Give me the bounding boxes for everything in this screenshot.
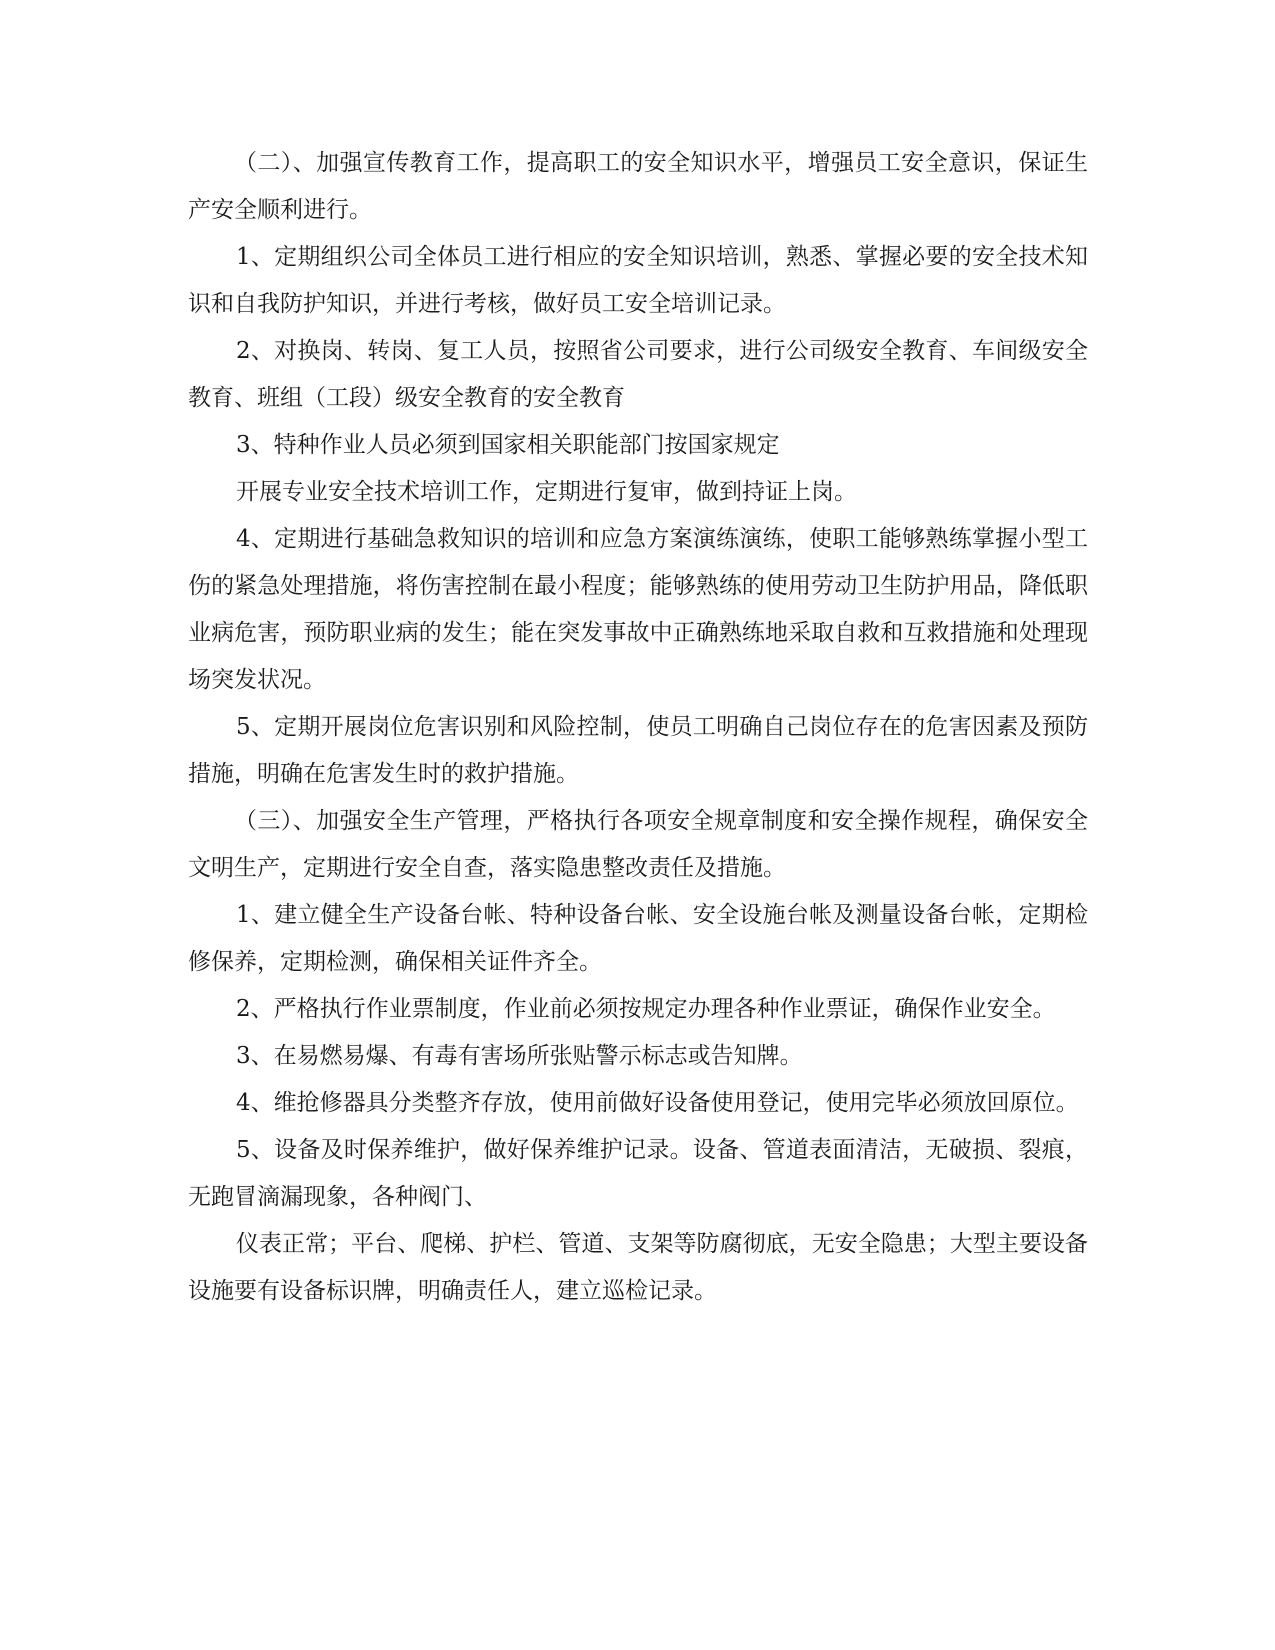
section-2-item-4: 4、定期进行基础急救知识的培训和应急方案演练演练，使职工能够熟练掌握小型工伤的紧急处理措施，将伤害控制在最小程度；能够熟练的使用劳动卫生防护用品，降低职业病危害，预防职业病的发生；能在突发事故中正确熟练地采取自救和互救措施和处理现场突发状况。 (188, 526, 1088, 693)
section-3-item-5: 5、设备及时保养维护，做好保养维护记录。设备、管道表面清洁，无破损、裂痕，无跑冒滴漏现象，各种阀门、 (188, 1137, 1088, 1210)
section-2-item-3-continued: 开展专业安全技术培训工作，定期进行复审，做到持证上岗。 (236, 479, 857, 505)
section-3-item-2: 2、严格执行作业票制度，作业前必须按规定办理各种作业票证，确保作业安全。 (236, 996, 1056, 1022)
section-2-item-5: 5、定期开展岗位危害识别和风险控制，使员工明确自己岗位存在的危害因素及预防措施，明确在危害发生时的救护措施。 (188, 714, 1088, 787)
section-2-item-3: 3、特种作业人员必须到国家相关职能部门按国家规定 (236, 432, 780, 458)
section-3-item-4: 4、维抢修器具分类整齐存放，使用前做好设备使用登记，使用完毕必须放回原位。 (236, 1090, 1079, 1116)
section-2-item-2: 2、对换岗、转岗、复工人员，按照省公司要求，进行公司级安全教育、车间级安全教育、班组（工段）级安全教育的安全教育 (188, 338, 1088, 411)
section-3-item-3: 3、在易燃易爆、有毒有害场所张贴警示标志或告知牌。 (236, 1043, 803, 1069)
section-heading-3: （三）、加强安全生产管理，严格执行各项安全规章制度和安全操作规程，确保安全文明生产，定期进行安全自查，落实隐患整改责任及措施。 (188, 808, 1088, 881)
document-body (188, 140, 1088, 1315)
section-3-item-5-continued: 仪表正常；平台、爬梯、护栏、管道、支架等防腐彻底，无安全隐患；大型主要设备设施要有设备标识牌，明确责任人，建立巡检记录。 (188, 1231, 1088, 1304)
section-heading-2: （二）、加强宣传教育工作，提高职工的安全知识水平，增强员工安全意识，保证生产安全顺利进行。 (188, 150, 1088, 223)
section-2-item-1: 1、定期组织公司全体员工进行相应的安全知识培训，熟悉、掌握必要的安全技术知识和自我防护知识，并进行考核，做好员工安全培训记录。 (188, 244, 1088, 317)
section-3-item-1: 1、建立健全生产设备台帐、特种设备台帐、安全设施台帐及测量设备台帐，定期检修保养，定期检测，确保相关证件齐全。 (188, 902, 1088, 975)
